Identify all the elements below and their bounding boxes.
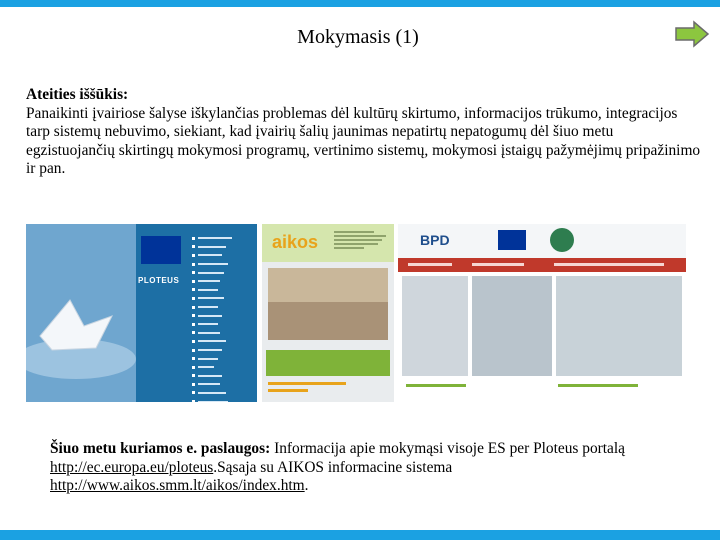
- bpd-footer: [398, 376, 686, 402]
- ploteus-portal-screenshot: [26, 224, 257, 402]
- services-text-2: portalą: [578, 440, 625, 457]
- eu-flag-icon: [498, 230, 526, 250]
- slide-title: Mokymasis (1): [297, 26, 419, 48]
- eu-flag-icon: [141, 236, 181, 264]
- services-text-3: .Sąsaja su AIKOS informacine sistema: [213, 458, 453, 476]
- aikos-green-banner: [266, 350, 390, 376]
- services-text-1: Informacija apie mokymąsi visoje ES per: [270, 440, 534, 457]
- bpd-portal-screenshot: [398, 224, 686, 402]
- right-arrow-icon[interactable]: [674, 20, 710, 48]
- services-text-4: .: [304, 477, 309, 494]
- services-block: [50, 440, 710, 496]
- bpd-logo: BPD: [420, 232, 450, 248]
- graduate-photo: [472, 276, 552, 376]
- professionals-photo: [556, 276, 682, 376]
- aikos-caption: [268, 382, 348, 396]
- bpd-nav-bar: [398, 258, 686, 272]
- aikos-link[interactable]: http://www.aikos.smm.lt/aikos/index.htm: [50, 477, 305, 494]
- challenge-paragraph: Panaikinti įvairiose šalyse iškylančias problemas dėl kultūrų skirtumo, informacijos trūkumo, integracijos tarp sistemų nebuvimo, siekiant, kad įvairių šalių jaunimas nepatirtų nepatogumų dėl šiuo metu egzistuojančių skirtingų mokymosi programų, vertinimo sistemų, mokymosi įstaigų pažymėjimų pripažinimo ir pan.: [26, 104, 701, 177]
- ploteus-brand: PLOTEUS: [138, 276, 180, 285]
- portal-screenshots: [26, 224, 690, 402]
- aikos-subtitle: [334, 231, 390, 251]
- aikos-logo: aikos: [272, 232, 319, 252]
- students-photo: [402, 276, 468, 376]
- classroom-photo-desks: [268, 302, 388, 340]
- challenge-heading: Ateities iššūkis:: [26, 86, 129, 103]
- aikos-portal-screenshot: [262, 224, 394, 402]
- services-label: Šiuo metu kuriamos e. paslaugos:: [50, 440, 271, 457]
- ploteus-name: Ploteus: [533, 440, 579, 457]
- ploteus-language-menu: [192, 234, 252, 402]
- challenge-block: [26, 86, 702, 179]
- top-accent-bar: [0, 0, 720, 7]
- ministry-seal-icon: [550, 228, 574, 252]
- bottom-accent-bar: [0, 530, 720, 540]
- ploteus-link[interactable]: http://ec.europa.eu/ploteus: [50, 458, 214, 476]
